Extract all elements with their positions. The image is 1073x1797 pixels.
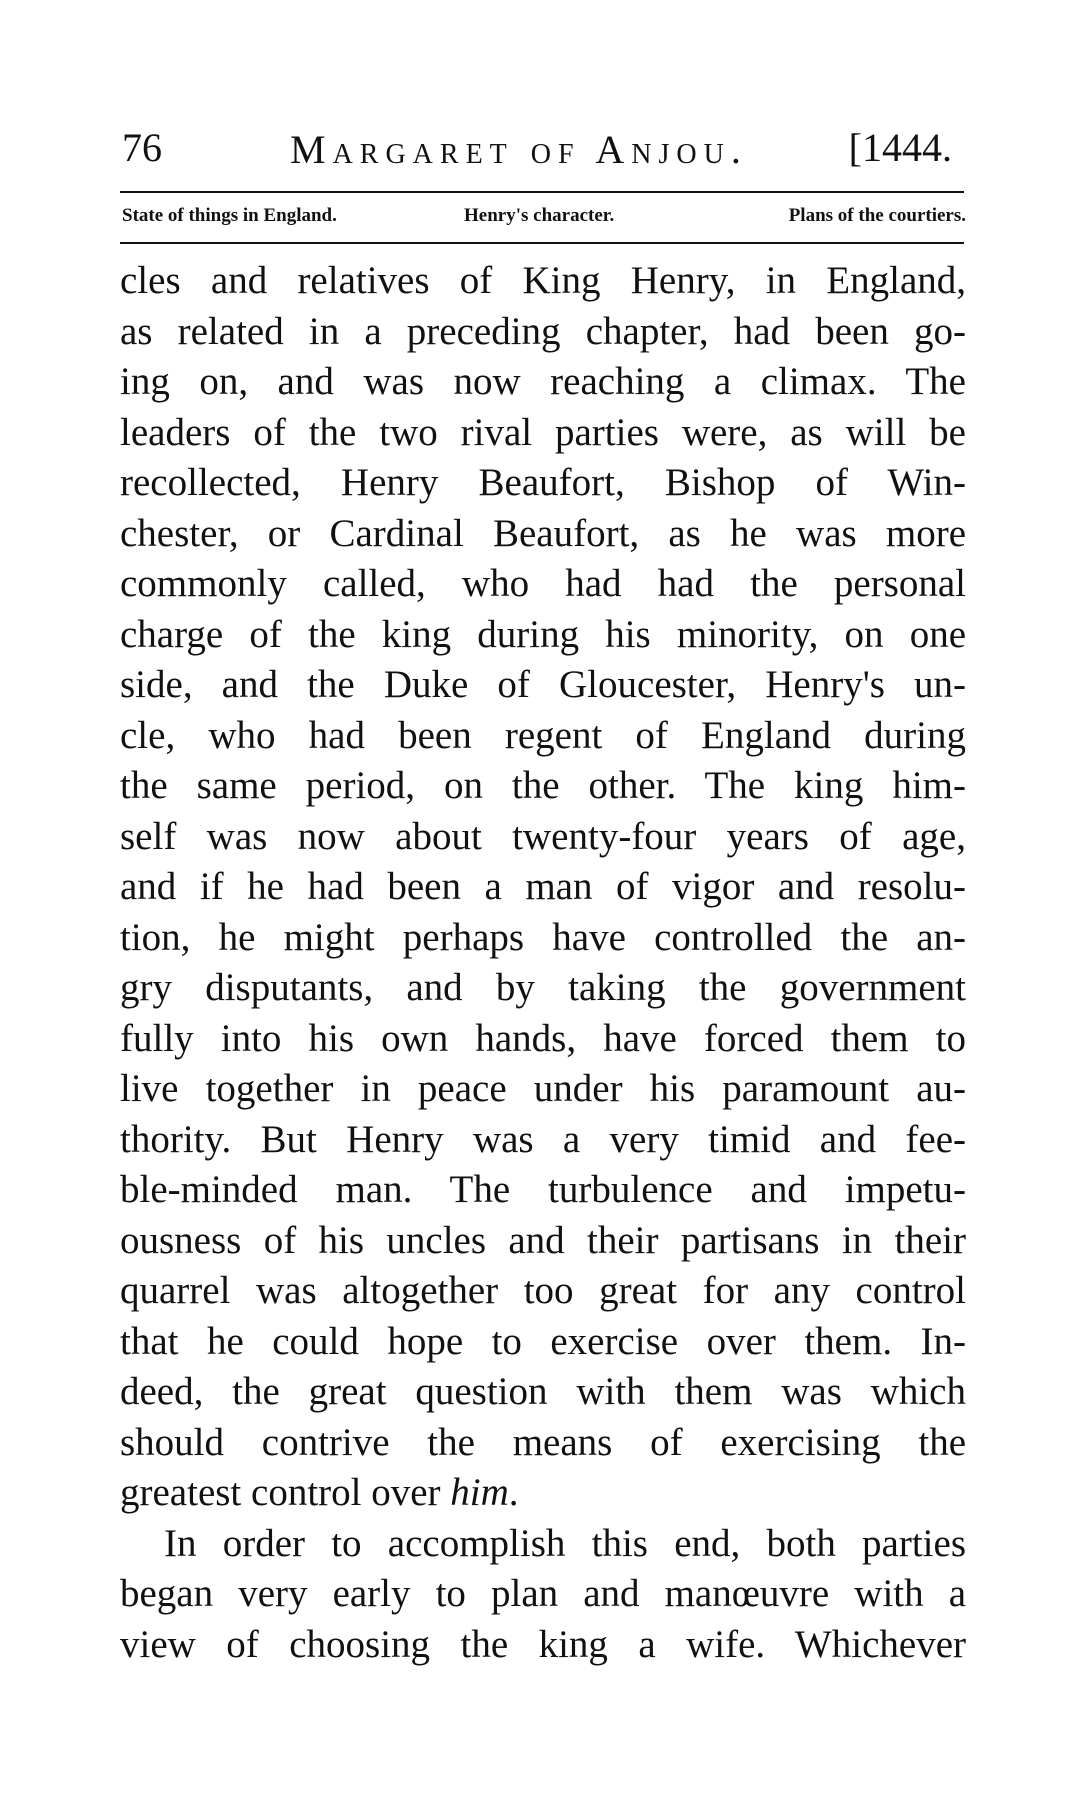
text-line: cles and relatives of King Henry, in England, [120, 259, 966, 302]
body-text [120, 256, 966, 1670]
paragraph-1-final-line [120, 1468, 966, 1519]
text-line: began very early to plan and manœuvre with a [120, 1572, 966, 1615]
text-line: fully into his own hands, have forced them to [120, 1016, 966, 1060]
text-line: gry disputants, and by taking the government [120, 966, 966, 1009]
text-line: tion, he might perhaps have controlled the an- [120, 915, 966, 959]
final-line-text: greatest control over [120, 1471, 451, 1514]
header-rule-top [120, 191, 964, 193]
text-line: In order to accomplish this end, both parties [164, 1521, 966, 1565]
subhead-plans-of-courtiers: Plans of the courtiers. [788, 205, 966, 226]
text-line: and if he had been a man of vigor and resolu- [120, 865, 966, 908]
running-head [118, 118, 958, 178]
text-line: charge of the king during his minority, on one [120, 612, 966, 656]
text-line: that he could hope to exercise over them. In- [120, 1319, 966, 1363]
marginal-subheads [118, 199, 966, 235]
text-line: ble-minded man. The turbulence and impetu- [120, 1168, 966, 1211]
text-line: recollected, Henry Beaufort, Bishop of Win- [120, 461, 966, 504]
text-line: live together in peace under his paramount au- [120, 1067, 966, 1110]
text-line: as related in a preceding chapter, had been go- [120, 309, 966, 353]
text-line: side, and the Duke of Gloucester, Henry's un- [120, 663, 966, 706]
text-line: deed, the great question with them was which [120, 1370, 966, 1413]
year-marker: [1444. [848, 125, 952, 170]
text-line: quarrel was altogether too great for any control [120, 1269, 966, 1312]
book-title: Margaret of Anjou. [290, 127, 748, 172]
paragraph-2 [120, 1519, 966, 1671]
text-line: commonly called, who had had the personal [120, 562, 966, 605]
paragraph-1 [120, 256, 966, 1519]
italic-emphasis: him [450, 1471, 509, 1514]
subhead-henrys-character: Henry's character. [464, 205, 615, 226]
text-line: chester, or Cardinal Beaufort, as he was more [120, 511, 966, 555]
page-number: 76 [122, 125, 162, 170]
text-line: cle, who had been regent of England during [120, 713, 966, 757]
text-line: ousness of his uncles and their partisans in their [120, 1218, 966, 1262]
header-rule-bottom [120, 242, 964, 244]
text-line: self was now about twenty-four years of age, [120, 814, 966, 858]
text-line: thority. But Henry was a very timid and fee- [120, 1117, 966, 1161]
text-line: view of choosing the king a wife. Whichever [120, 1622, 966, 1666]
final-line-period: . [508, 1471, 519, 1514]
text-line: leaders of the two rival parties were, as will be [120, 410, 966, 454]
subhead-state-of-england: State of things in England. [122, 205, 337, 226]
text-line: ing on, and was now reaching a climax. The [120, 360, 966, 403]
text-line: should contrive the means of exercising the [120, 1420, 966, 1464]
text-line: the same period, on the other. The king him- [120, 764, 966, 807]
